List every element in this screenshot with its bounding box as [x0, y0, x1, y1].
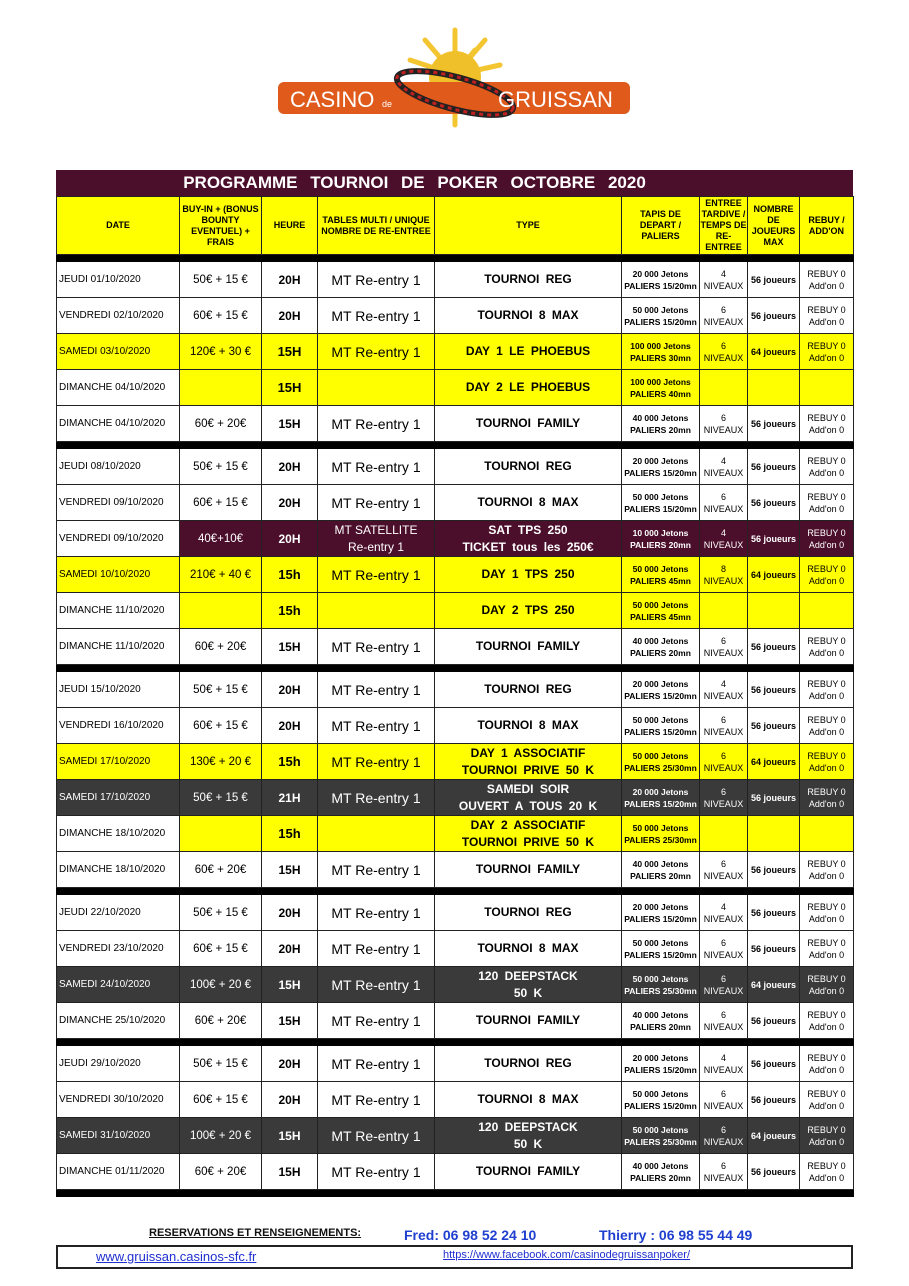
cell-entree: 4 NIVEAUX [700, 895, 748, 931]
cell-tapis: 50 000 Jetons PALIERS 45mn [622, 557, 700, 593]
cell-heure: 15H [262, 370, 318, 406]
tournament-row [57, 298, 854, 334]
cell-date: DIMANCHE 11/10/2020 [57, 593, 180, 629]
cell-date: DIMANCHE 04/10/2020 [57, 370, 180, 406]
cell-buyin [180, 593, 262, 629]
cell-type: DAY 1 LE PHOEBUS [435, 334, 622, 370]
poker-programme [56, 170, 853, 1197]
cell-date: SAMEDI 10/10/2020 [57, 557, 180, 593]
cell-buyin: 40€+10€ [180, 521, 262, 557]
cell-date: DIMANCHE 11/10/2020 [57, 629, 180, 665]
cell-rebuy: REBUY 0 Add'on 0 [800, 895, 854, 931]
cell-date: VENDREDI 30/10/2020 [57, 1082, 180, 1118]
cell-tapis: 50 000 Jetons PALIERS 25/30mn [622, 744, 700, 780]
cell-tables: MT SATELLITE Re-entry 1 [318, 521, 435, 557]
cell-tables: MT Re-entry 1 [318, 672, 435, 708]
cell-joueurs: 56 joueurs [748, 449, 800, 485]
cell-type: TOURNOI FAMILY [435, 1003, 622, 1039]
cell-entree: 4 NIVEAUX [700, 449, 748, 485]
cell-rebuy: REBUY 0 Add'on 0 [800, 852, 854, 888]
tournament-row [57, 1154, 854, 1190]
cell-type: TOURNOI FAMILY [435, 629, 622, 665]
divider-cell [57, 255, 854, 262]
header-rebuy: REBUY / ADD'ON [800, 197, 854, 255]
week-divider [57, 888, 854, 895]
cell-entree: 6 NIVEAUX [700, 852, 748, 888]
cell-rebuy: REBUY 0 Add'on 0 [800, 449, 854, 485]
cell-rebuy: REBUY 0 Add'on 0 [800, 485, 854, 521]
cell-heure: 20H [262, 262, 318, 298]
cell-entree: 8 NIVEAUX [700, 557, 748, 593]
cell-type: DAY 2 LE PHOEBUS [435, 370, 622, 406]
cell-entree: 6 NIVEAUX [700, 708, 748, 744]
cell-entree: 4 NIVEAUX [700, 262, 748, 298]
cell-tables: MT Re-entry 1 [318, 852, 435, 888]
cell-type: DAY 2 TPS 250 [435, 593, 622, 629]
cell-joueurs: 56 joueurs [748, 629, 800, 665]
header-tapis: TAPIS DE DEPART / PALIERS [622, 197, 700, 255]
tournament-row [57, 370, 854, 406]
cell-entree: 4 NIVEAUX [700, 672, 748, 708]
tournament-row [57, 557, 854, 593]
cell-tables: MT Re-entry 1 [318, 406, 435, 442]
cell-heure: 15H [262, 1118, 318, 1154]
cell-buyin: 60€ + 20€ [180, 1154, 262, 1190]
cell-buyin: 50€ + 15 € [180, 895, 262, 931]
header-joueurs: NOMBRE DE JOUEURS MAX [748, 197, 800, 255]
cell-entree [700, 816, 748, 852]
cell-buyin: 50€ + 15 € [180, 449, 262, 485]
cell-buyin: 60€ + 20€ [180, 1003, 262, 1039]
cell-type: TOURNOI REG [435, 449, 622, 485]
cell-rebuy: REBUY 0 Add'on 0 [800, 1154, 854, 1190]
cell-tables [318, 593, 435, 629]
website-link[interactable]: www.gruissan.casinos-sfc.fr [96, 1249, 257, 1264]
cell-type: 120 DEEPSTACK 50 K [435, 967, 622, 1003]
divider-cell [57, 1039, 854, 1046]
tournament-row [57, 1046, 854, 1082]
cell-heure: 20H [262, 708, 318, 744]
tournament-row [57, 449, 854, 485]
cell-entree: 6 NIVEAUX [700, 406, 748, 442]
cell-tapis: 40 000 Jetons PALIERS 20mn [622, 406, 700, 442]
cell-date: VENDREDI 09/10/2020 [57, 521, 180, 557]
cell-type: TOURNOI REG [435, 672, 622, 708]
cell-buyin: 60€ + 15 € [180, 485, 262, 521]
cell-tables: MT Re-entry 1 [318, 931, 435, 967]
tournament-row [57, 931, 854, 967]
cell-tables: MT Re-entry 1 [318, 780, 435, 816]
cell-tapis: 50 000 Jetons PALIERS 15/20mn [622, 298, 700, 334]
links-box [56, 1245, 853, 1269]
cell-rebuy: REBUY 0 Add'on 0 [800, 557, 854, 593]
cell-buyin: 100€ + 20 € [180, 1118, 262, 1154]
cell-buyin: 60€ + 20€ [180, 852, 262, 888]
tournament-row [57, 406, 854, 442]
divider-cell [57, 1190, 854, 1197]
cell-heure: 15h [262, 816, 318, 852]
cell-date: JEUDI 15/10/2020 [57, 672, 180, 708]
cell-heure: 15H [262, 406, 318, 442]
cell-type: TOURNOI 8 MAX [435, 485, 622, 521]
cell-tables [318, 816, 435, 852]
cell-rebuy: REBUY 0 Add'on 0 [800, 262, 854, 298]
cell-buyin: 60€ + 20€ [180, 406, 262, 442]
cell-type: TOURNOI FAMILY [435, 852, 622, 888]
header-type: TYPE [435, 197, 622, 255]
cell-tables: MT Re-entry 1 [318, 557, 435, 593]
cell-heure: 21H [262, 780, 318, 816]
cell-heure: 15H [262, 629, 318, 665]
cell-type: DAY 2 ASSOCIATIF TOURNOI PRIVE 50 K [435, 816, 622, 852]
cell-heure: 15h [262, 744, 318, 780]
cell-date: VENDREDI 16/10/2020 [57, 708, 180, 744]
cell-entree [700, 593, 748, 629]
cell-heure: 15H [262, 334, 318, 370]
facebook-link[interactable]: https://www.facebook.com/casinodegruissanpoker/ [443, 1249, 691, 1261]
cell-entree: 6 NIVEAUX [700, 967, 748, 1003]
cell-tapis: 50 000 Jetons PALIERS 25/30mn [622, 967, 700, 1003]
cell-buyin: 120€ + 30 € [180, 334, 262, 370]
cell-tapis: 40 000 Jetons PALIERS 20mn [622, 852, 700, 888]
cell-date: DIMANCHE 25/10/2020 [57, 1003, 180, 1039]
cell-heure: 20H [262, 485, 318, 521]
cell-joueurs [748, 370, 800, 406]
cell-date: VENDREDI 09/10/2020 [57, 485, 180, 521]
cell-buyin: 50€ + 15 € [180, 262, 262, 298]
cell-rebuy: REBUY 0 Add'on 0 [800, 967, 854, 1003]
tournament-row [57, 895, 854, 931]
cell-heure: 15h [262, 593, 318, 629]
cell-joueurs: 56 joueurs [748, 521, 800, 557]
header-tables: TABLES MULTI / UNIQUE NOMBRE DE RE-ENTREE [318, 197, 435, 255]
cell-rebuy: REBUY 0 Add'on 0 [800, 1046, 854, 1082]
cell-rebuy: REBUY 0 Add'on 0 [800, 629, 854, 665]
week-divider [57, 1190, 854, 1197]
cell-tapis: 20 000 Jetons PALIERS 15/20mn [622, 262, 700, 298]
cell-entree: 6 NIVEAUX [700, 334, 748, 370]
cell-type: SAMEDI SOIR OUVERT A TOUS 20 K [435, 780, 622, 816]
cell-tapis: 50 000 Jetons PALIERS 15/20mn [622, 708, 700, 744]
cell-tapis: 100 000 Jetons PALIERS 40mn [622, 370, 700, 406]
header-date: DATE [57, 197, 180, 255]
cell-type: TOURNOI 8 MAX [435, 298, 622, 334]
cell-rebuy: REBUY 0 Add'on 0 [800, 744, 854, 780]
cell-tapis: 50 000 Jetons PALIERS 15/20mn [622, 931, 700, 967]
week-divider [57, 1039, 854, 1046]
cell-buyin: 60€ + 15 € [180, 1082, 262, 1118]
cell-buyin: 50€ + 15 € [180, 780, 262, 816]
cell-heure: 20H [262, 298, 318, 334]
cell-tables: MT Re-entry 1 [318, 485, 435, 521]
tournament-row [57, 1082, 854, 1118]
cell-heure: 20H [262, 521, 318, 557]
cell-buyin [180, 370, 262, 406]
cell-entree [700, 370, 748, 406]
cell-joueurs: 64 joueurs [748, 557, 800, 593]
cell-entree: 6 NIVEAUX [700, 485, 748, 521]
reservations-label: RESERVATIONS ET RENSEIGNEMENTS: [149, 1227, 362, 1239]
cell-entree: 6 NIVEAUX [700, 1118, 748, 1154]
cell-tapis: 50 000 Jetons PALIERS 15/20mn [622, 485, 700, 521]
cell-tapis: 40 000 Jetons PALIERS 20mn [622, 1154, 700, 1190]
tournament-row [57, 780, 854, 816]
cell-tapis: 10 000 Jetons PALIERS 20mn [622, 521, 700, 557]
cell-tables: MT Re-entry 1 [318, 262, 435, 298]
cell-date: VENDREDI 23/10/2020 [57, 931, 180, 967]
cell-tables: MT Re-entry 1 [318, 449, 435, 485]
cell-joueurs: 56 joueurs [748, 1003, 800, 1039]
cell-buyin: 50€ + 15 € [180, 672, 262, 708]
cell-date: SAMEDI 31/10/2020 [57, 1118, 180, 1154]
tournament-row [57, 852, 854, 888]
svg-text:CASINO: CASINO [290, 87, 375, 112]
tournament-row [57, 629, 854, 665]
cell-joueurs: 56 joueurs [748, 262, 800, 298]
cell-date: DIMANCHE 18/10/2020 [57, 816, 180, 852]
cell-entree: 6 NIVEAUX [700, 298, 748, 334]
cell-rebuy: REBUY 0 Add'on 0 [800, 931, 854, 967]
tournament-row [57, 485, 854, 521]
week-divider [57, 255, 854, 262]
cell-tapis: 20 000 Jetons PALIERS 15/20mn [622, 672, 700, 708]
cell-heure: 15H [262, 1003, 318, 1039]
header-entree: ENTREE TARDIVE / TEMPS DE RE-ENTREE [700, 197, 748, 255]
cell-tables: MT Re-entry 1 [318, 298, 435, 334]
cell-date: SAMEDI 03/10/2020 [57, 334, 180, 370]
tournament-row [57, 708, 854, 744]
cell-rebuy: REBUY 0 Add'on 0 [800, 708, 854, 744]
cell-joueurs: 56 joueurs [748, 1154, 800, 1190]
cell-joueurs: 56 joueurs [748, 852, 800, 888]
cell-heure: 20H [262, 931, 318, 967]
cell-rebuy: REBUY 0 Add'on 0 [800, 521, 854, 557]
cell-joueurs: 64 joueurs [748, 1118, 800, 1154]
cell-type: TOURNOI 8 MAX [435, 1082, 622, 1118]
cell-rebuy: REBUY 0 Add'on 0 [800, 1082, 854, 1118]
cell-tapis: 50 000 Jetons PALIERS 25/30mn [622, 816, 700, 852]
cell-joueurs: 56 joueurs [748, 406, 800, 442]
cell-entree: 6 NIVEAUX [700, 931, 748, 967]
cell-joueurs: 56 joueurs [748, 895, 800, 931]
cell-entree: 6 NIVEAUX [700, 1003, 748, 1039]
cell-rebuy [800, 370, 854, 406]
cell-tables: MT Re-entry 1 [318, 334, 435, 370]
cell-type: TOURNOI 8 MAX [435, 931, 622, 967]
cell-tables: MT Re-entry 1 [318, 1046, 435, 1082]
cell-entree: 6 NIVEAUX [700, 629, 748, 665]
cell-rebuy: REBUY 0 Add'on 0 [800, 406, 854, 442]
cell-heure: 20H [262, 672, 318, 708]
cell-rebuy: REBUY 0 Add'on 0 [800, 334, 854, 370]
cell-tables: MT Re-entry 1 [318, 1082, 435, 1118]
cell-heure: 15H [262, 1154, 318, 1190]
divider-cell [57, 442, 854, 449]
cell-joueurs: 56 joueurs [748, 485, 800, 521]
cell-type: TOURNOI REG [435, 262, 622, 298]
cell-buyin: 60€ + 15 € [180, 298, 262, 334]
cell-type: TOURNOI REG [435, 1046, 622, 1082]
cell-type: SAT TPS 250 TICKET tous les 250€ [435, 521, 622, 557]
cell-type: TOURNOI FAMILY [435, 1154, 622, 1190]
cell-entree: 4 NIVEAUX [700, 1046, 748, 1082]
cell-date: DIMANCHE 01/11/2020 [57, 1154, 180, 1190]
cell-rebuy [800, 593, 854, 629]
cell-tapis: 20 000 Jetons PALIERS 15/20mn [622, 780, 700, 816]
cell-joueurs: 56 joueurs [748, 708, 800, 744]
cell-date: JEUDI 01/10/2020 [57, 262, 180, 298]
cell-buyin: 60€ + 20€ [180, 629, 262, 665]
tournament-row [57, 744, 854, 780]
cell-buyin: 60€ + 15 € [180, 931, 262, 967]
cell-joueurs: 64 joueurs [748, 967, 800, 1003]
casino-logo [270, 25, 640, 135]
cell-heure: 20H [262, 1082, 318, 1118]
programme-title: PROGRAMME TOURNOI DE POKER OCTOBRE 2020 [56, 170, 853, 196]
tournament-row [57, 593, 854, 629]
tournament-row [57, 334, 854, 370]
cell-type: TOURNOI REG [435, 895, 622, 931]
cell-buyin: 50€ + 15 € [180, 1046, 262, 1082]
cell-entree: 6 NIVEAUX [700, 1154, 748, 1190]
cell-joueurs: 64 joueurs [748, 744, 800, 780]
cell-type: DAY 1 TPS 250 [435, 557, 622, 593]
header-heure: HEURE [262, 197, 318, 255]
cell-joueurs: 56 joueurs [748, 780, 800, 816]
tournament-row [57, 262, 854, 298]
cell-tables: MT Re-entry 1 [318, 967, 435, 1003]
cell-tables: MT Re-entry 1 [318, 895, 435, 931]
divider-cell [57, 665, 854, 672]
cell-joueurs: 56 joueurs [748, 1082, 800, 1118]
header-buyin: BUY-IN + (BONUS BOUNTY EVENTUEL) + FRAIS [180, 197, 262, 255]
cell-type: DAY 1 ASSOCIATIF TOURNOI PRIVE 50 K [435, 744, 622, 780]
cell-date: SAMEDI 17/10/2020 [57, 780, 180, 816]
cell-joueurs: 56 joueurs [748, 931, 800, 967]
cell-date: SAMEDI 24/10/2020 [57, 967, 180, 1003]
cell-joueurs [748, 593, 800, 629]
table-header [57, 197, 854, 255]
cell-buyin: 60€ + 15 € [180, 708, 262, 744]
cell-tapis: 40 000 Jetons PALIERS 20mn [622, 1003, 700, 1039]
cell-entree: 6 NIVEAUX [700, 1082, 748, 1118]
cell-date: JEUDI 22/10/2020 [57, 895, 180, 931]
svg-text:de: de [382, 99, 393, 109]
cell-tables: MT Re-entry 1 [318, 629, 435, 665]
cell-type: TOURNOI 8 MAX [435, 708, 622, 744]
cell-tapis: 20 000 Jetons PALIERS 15/20mn [622, 895, 700, 931]
phone-fred[interactable]: Fred: 06 98 52 24 10 [404, 1227, 537, 1243]
cell-tapis: 50 000 Jetons PALIERS 15/20mn [622, 1082, 700, 1118]
contact-line [56, 1227, 853, 1243]
tournament-row [57, 1003, 854, 1039]
cell-tables: MT Re-entry 1 [318, 1154, 435, 1190]
divider-cell [57, 888, 854, 895]
cell-tapis: 50 000 Jetons PALIERS 45mn [622, 593, 700, 629]
cell-buyin: 130€ + 20 € [180, 744, 262, 780]
cell-rebuy [800, 816, 854, 852]
cell-tapis: 40 000 Jetons PALIERS 20mn [622, 629, 700, 665]
cell-heure: 20H [262, 449, 318, 485]
tournament-table [56, 196, 854, 1197]
cell-heure: 20H [262, 895, 318, 931]
cell-tapis: 50 000 Jetons PALIERS 25/30mn [622, 1118, 700, 1154]
cell-date: VENDREDI 02/10/2020 [57, 298, 180, 334]
cell-heure: 15H [262, 967, 318, 1003]
cell-entree: 6 NIVEAUX [700, 780, 748, 816]
week-divider [57, 665, 854, 672]
cell-date: SAMEDI 17/10/2020 [57, 744, 180, 780]
cell-tapis: 20 000 Jetons PALIERS 15/20mn [622, 1046, 700, 1082]
cell-tapis: 100 000 Jetons PALIERS 30mn [622, 334, 700, 370]
cell-tapis: 20 000 Jetons PALIERS 15/20mn [622, 449, 700, 485]
cell-type: TOURNOI FAMILY [435, 406, 622, 442]
cell-rebuy: REBUY 0 Add'on 0 [800, 1003, 854, 1039]
cell-buyin: 100€ + 20 € [180, 967, 262, 1003]
cell-heure: 15H [262, 852, 318, 888]
cell-heure: 20H [262, 1046, 318, 1082]
tournament-row [57, 967, 854, 1003]
week-divider [57, 442, 854, 449]
cell-joueurs [748, 816, 800, 852]
cell-buyin: 210€ + 40 € [180, 557, 262, 593]
cell-entree: 4 NIVEAUX [700, 521, 748, 557]
cell-joueurs: 56 joueurs [748, 298, 800, 334]
cell-rebuy: REBUY 0 Add'on 0 [800, 1118, 854, 1154]
cell-date: JEUDI 29/10/2020 [57, 1046, 180, 1082]
cell-joueurs: 56 joueurs [748, 672, 800, 708]
tournament-row [57, 816, 854, 852]
cell-tables [318, 370, 435, 406]
cell-date: DIMANCHE 04/10/2020 [57, 406, 180, 442]
tournament-row [57, 521, 854, 557]
cell-tables: MT Re-entry 1 [318, 1003, 435, 1039]
cell-buyin [180, 816, 262, 852]
cell-rebuy: REBUY 0 Add'on 0 [800, 298, 854, 334]
svg-text:GRUISSAN: GRUISSAN [498, 87, 613, 112]
cell-rebuy: REBUY 0 Add'on 0 [800, 780, 854, 816]
tournament-row [57, 672, 854, 708]
cell-tables: MT Re-entry 1 [318, 708, 435, 744]
phone-thierry[interactable]: Thierry : 06 98 55 44 49 [599, 1227, 753, 1243]
cell-tables: MT Re-entry 1 [318, 744, 435, 780]
cell-joueurs: 56 joueurs [748, 1046, 800, 1082]
cell-date: JEUDI 08/10/2020 [57, 449, 180, 485]
cell-entree: 6 NIVEAUX [700, 744, 748, 780]
cell-type: 120 DEEPSTACK 50 K [435, 1118, 622, 1154]
tournament-row [57, 1118, 854, 1154]
cell-joueurs: 64 joueurs [748, 334, 800, 370]
cell-tables: MT Re-entry 1 [318, 1118, 435, 1154]
cell-date: DIMANCHE 18/10/2020 [57, 852, 180, 888]
cell-rebuy: REBUY 0 Add'on 0 [800, 672, 854, 708]
cell-heure: 15h [262, 557, 318, 593]
